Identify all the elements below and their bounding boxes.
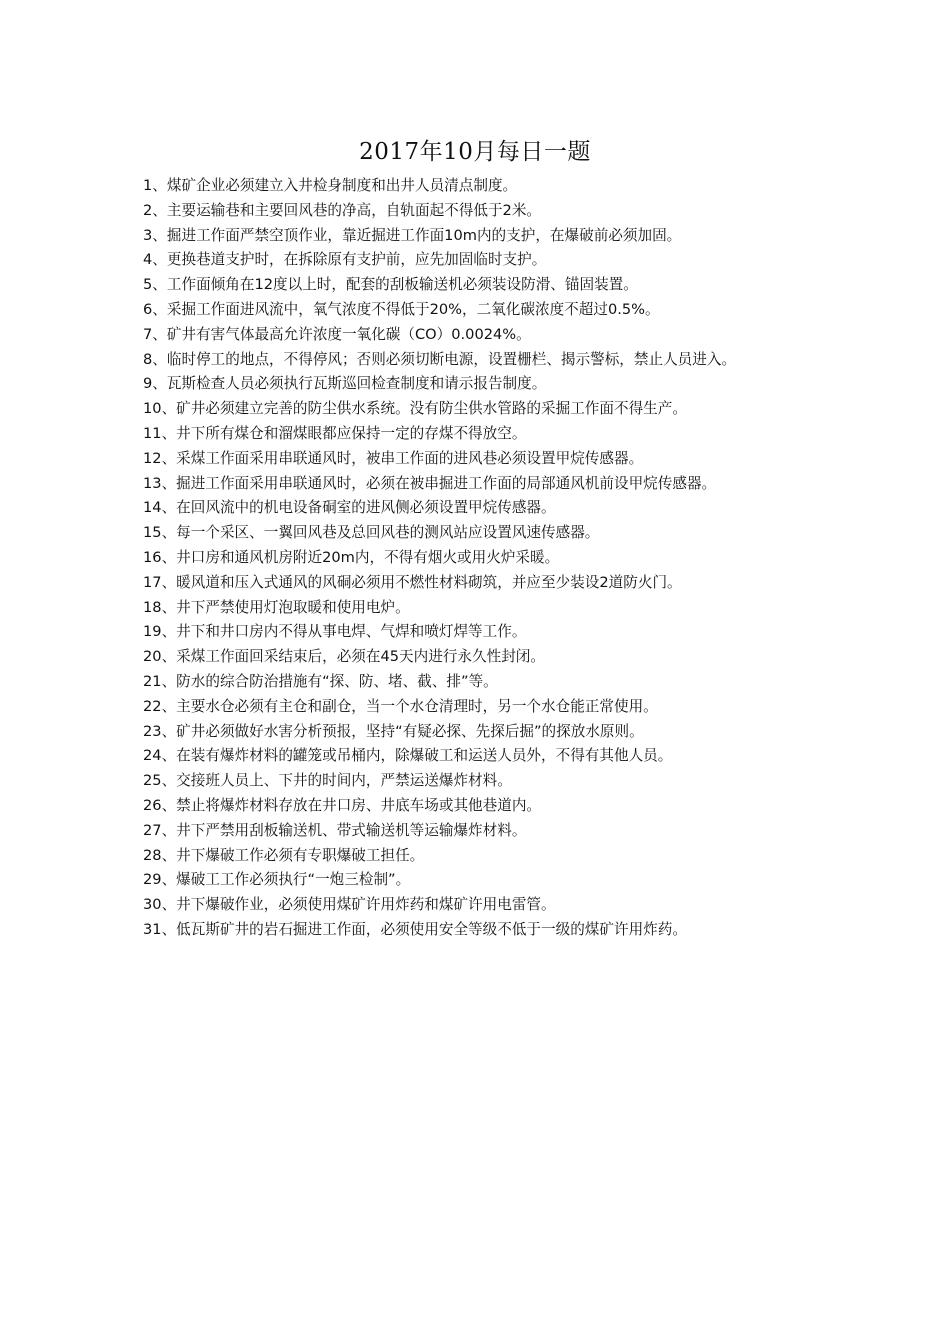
list-item: 30、井下爆破作业，必须使用煤矿许用炸药和煤矿许用电雷管。 xyxy=(143,896,556,914)
list-item: 28、井下爆破工作必须有专职爆破工担任。 xyxy=(143,846,425,864)
list-item: 11、井下所有煤仓和溜煤眼都应保持一定的存煤不得放空。 xyxy=(143,424,527,442)
list-item: 21、防水的综合防治措施有“探、防、堵、截、排”等。 xyxy=(143,672,498,690)
document-title: 2017年10月每日一题 xyxy=(359,139,591,165)
list-item: 29、爆破工工作必须执行“一炮三检制”。 xyxy=(143,871,411,889)
list-item: 14、在回风流中的机电设备硐室的进风侧必须设置甲烷传感器。 xyxy=(143,499,556,517)
list-item: 26、禁止将爆炸材料存放在井口房、井底车场或其他巷道内。 xyxy=(143,796,542,814)
list-item: 17、暖风道和压入式通风的风硐必须用不燃性材料砌筑，并应至少装设2道防火门。 xyxy=(143,573,682,591)
list-item: 5、工作面倾角在12度以上时，配套的刮板输送机必须装设防滑、锚固装置。 xyxy=(143,276,638,294)
list-item: 6、采掘工作面进风流中，氧气浓度不得低于20%，二氧化碳浓度不超过0.5%。 xyxy=(143,300,660,318)
list-item: 12、采煤工作面采用串联通风时，被串工作面的进风巷必须设置甲烷传感器。 xyxy=(143,449,644,467)
list-item: 10、矿井必须建立完善的防尘供水系统。没有防尘供水管路的采掘工作面不得生产。 xyxy=(143,400,687,418)
list-item: 7、矿井有害气体最高允许浓度一氧化碳（CO）0.0024%。 xyxy=(143,325,531,343)
list-item: 4、更换巷道支护时，在拆除原有支护前，应先加固临时支护。 xyxy=(143,251,547,269)
list-item: 31、低瓦斯矿井的岩石掘进工作面，必须使用安全等级不低于一级的煤矿许用炸药。 xyxy=(143,920,687,938)
list-item: 22、主要水仓必须有主仓和副仓，当一个水仓清理时，另一个水仓能正常使用。 xyxy=(143,697,658,715)
list-item: 15、每一个采区、一翼回风巷及总回风巷的测风站应设置风速传感器。 xyxy=(143,524,600,542)
list-item: 13、掘进工作面采用串联通风时，必须在被串掘进工作面的局部通风机前设甲烷传感器。 xyxy=(143,474,717,492)
list-item: 25、交接班人员上、下井的时间内，严禁运送爆炸材料。 xyxy=(143,772,512,790)
list-item: 20、采煤工作面回采结束后，必须在45天内进行永久性封闭。 xyxy=(143,648,545,666)
list-item: 1、煤矿企业必须建立入井检身制度和出井人员清点制度。 xyxy=(143,177,518,194)
list-item: 9、瓦斯检查人员必须执行瓦斯巡回检查制度和请示报告制度。 xyxy=(143,375,547,393)
question-list xyxy=(143,174,863,943)
list-item: 23、矿井必须做好水害分析预报，坚持“有疑必探、先探后掘”的探放水原则。 xyxy=(143,722,644,740)
list-item: 19、井下和井口房内不得从事电焊、气焊和喷灯焊等工作。 xyxy=(143,623,527,641)
list-item: 18、井下严禁使用灯泡取暖和使用电炉。 xyxy=(143,598,410,616)
list-item: 2、主要运输巷和主要回风巷的净高，自轨面起不得低于2米。 xyxy=(143,201,542,219)
list-item: 8、临时停工的地点，不得停风；否则必须切断电源，设置栅栏、揭示警标，禁止人员进入。 xyxy=(143,350,737,368)
list-item: 3、掘进工作面严禁空顶作业，靠近掘进工作面10m内的支护，在爆破前必须加固。 xyxy=(143,226,682,244)
list-item: 16、井口房和通风机房附近20m内，不得有烟火或用火炉采暖。 xyxy=(143,548,560,566)
list-item: 24、在装有爆炸材料的罐笼或吊桶内，除爆破工和运送人员外，不得有其他人员。 xyxy=(143,747,673,765)
list-item: 27、井下严禁用刮板输送机、带式输送机等运输爆炸材料。 xyxy=(143,821,527,839)
